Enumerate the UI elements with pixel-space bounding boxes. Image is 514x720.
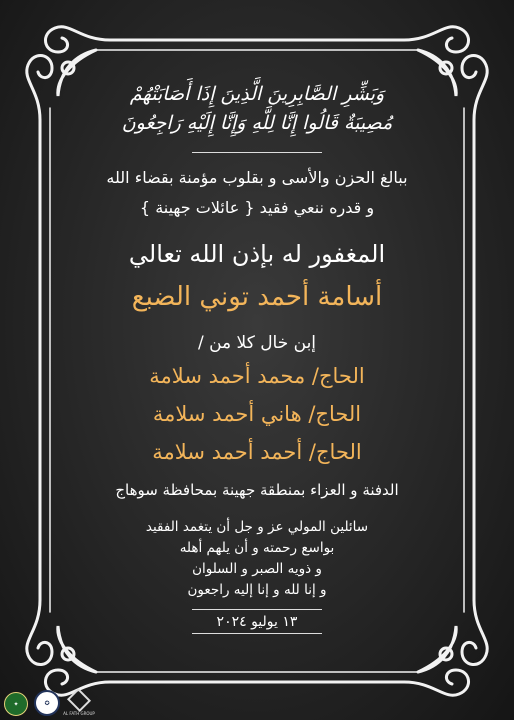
intro-line-2: و قدره ننعي فقيد { عائلات جهينة } <box>139 198 375 217</box>
quran-verse <box>58 80 456 138</box>
date: ١٣ يوليو ٢٠٢٤ <box>216 614 298 630</box>
diamond-icon <box>67 688 91 712</box>
date-box <box>192 609 322 634</box>
prayer-line-1: سائلين المولي عز و جل أن يتغمد الفقيد <box>145 519 369 535</box>
logo-text: AL FATH GROUP <box>63 711 95 716</box>
relative-1: الحاج/ محمد أحمد سلامة <box>149 364 365 388</box>
obituary-content <box>58 70 456 634</box>
verse-line-2: مُصِيبَةٌ قَالُوا إِنَّا لِلَّهِ وَإِنَّا إِلَيْهِ رَاجِعُونَ <box>121 112 393 134</box>
prayer-text <box>58 517 456 601</box>
deceased-prefix: المغفور له بإذن الله تعالي <box>128 240 386 268</box>
al-fath-group-logo <box>63 692 95 716</box>
burial-info: الدفنة و العزاء بمنطقة جهينة بمحافظة سوهاج <box>115 481 399 499</box>
relative-2: الحاج/ هاني أحمد سلامة <box>152 402 362 426</box>
prayer-line-3: و ذويه الصبر و السلوان <box>192 561 322 577</box>
divider <box>192 152 322 153</box>
prayer-line-4: و إنا لله و إنا إليه راجعون <box>187 582 327 598</box>
deceased-name: أسامة أحمد توني الضبع <box>131 282 383 312</box>
emblem-logo-green: ✦ <box>4 692 28 716</box>
relative-3: الحاج/ أحمد أحمد سلامة <box>152 440 362 464</box>
verse-line-1: وَبَشِّرِ الصَّابِرِينَ الَّذِينَ إِذَا أَصَابَتْهُمْ <box>129 83 385 105</box>
date-line-bottom <box>192 633 322 634</box>
intro-line-1: ببالغ الحزن والأسى و بقلوب مؤمنة بقضاء الله <box>106 168 408 187</box>
emblem-logo-round: ✪ <box>34 690 60 716</box>
logos <box>4 690 95 716</box>
relation-text: إبن خال كلا من / <box>197 333 317 353</box>
prayer-line-2: بواسع رحمته و أن يلهم أهله <box>179 540 335 556</box>
